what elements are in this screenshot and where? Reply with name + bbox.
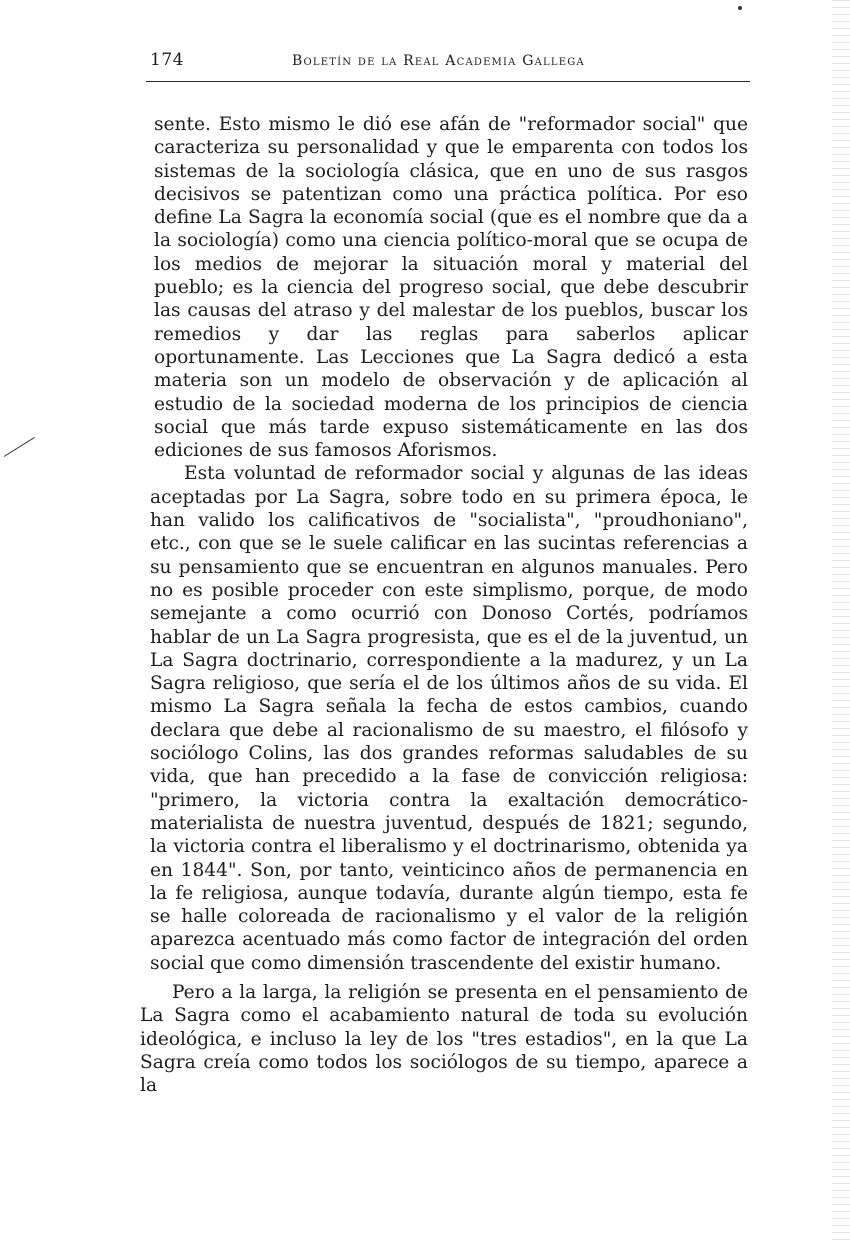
paragraph-3: Pero a la larga, la religión se presenta en el pensamiento de La Sagra como el acabamiento natural de toda su evolución ideológica, e incluso la ley de los "tres estadios", en la que La Sagra creía como todos los sociólogos de su tiempo, aparece a la (140, 981, 748, 1097)
page-header (150, 50, 748, 74)
scan-edge-noise (832, 0, 850, 1240)
ink-speck (738, 6, 742, 10)
margin-pencil-mark (4, 437, 35, 457)
running-head: Boletín de la Real Academia Gallega (292, 53, 585, 69)
paragraph-2: Esta voluntad de reformador social y algunas de las ideas aceptadas por La Sagra, sobre todo en su primera época, le han valido los calificativos de "socialista", "proudhoniano", etc., con que se le suele calificar en las sucintas referencias a su pensamiento que se encuentran en algunos manuales. Pero no es posible proceder con este simplismo, porque, de modo semejante a como ocurrió con Donoso Cortés, podríamos hablar de un La Sagra progresista, que es el de la juventud, un La Sagra doctrinario, correspondiente a la madurez, y un La Sagra religioso, que sería el de los últimos años de su vida. El mismo La Sagra señala la fecha de estos cambios, cuando declara que debe al racionalismo de su maestro, el filósofo y sociólogo Colins, las dos grandes reformas saludables de su vida, que han precedido a la fase de convicción religiosa: "primero, la victoria contra la exaltación democrático-materialista de nuestra juventud, después de 1821; segundo, la victoria contra el liberalismo y el doctrinarismo, obtenida ya en 1844". Son, por tanto, veinticinco años de permanencia en la fe religiosa, aunque todavía, durante algún tiempo, esta fe se halle coloreada de racionalismo y el valor de la religión aparezca acentuado más como factor de integración del orden social que como dimensión trascendente del existir humano. (150, 463, 748, 974)
page-number: 174 (150, 50, 184, 70)
header-rule (146, 81, 750, 82)
paragraph-1: sente. Esto mismo le dió ese afán de "reformador social" que caracteriza su personalidad y que le emparenta con todos los sistemas de la sociología clásica, que en uno de sus rasgos decisivos se patentizan como una práctica política. Por eso define La Sagra la economía social (que es el nombre que da a la sociología) como una ciencia político-moral que se ocupa de los medios de mejorar la situación moral y material del pueblo; es la ciencia del progreso social, que debe descubrir las causas del atraso y del malestar de los pueblos, buscar los remedios y dar las reglas para saberlos aplicar oportunamente. Las Lecciones que La Sagra dedicó a esta materia son un modelo de observación y de aplicación al estudio de la sociedad moderna de los principios de ciencia social que más tarde expuso sistemáticamente en las dos ediciones de sus famosos Aforismos. (154, 114, 748, 462)
body-text (140, 113, 748, 1097)
